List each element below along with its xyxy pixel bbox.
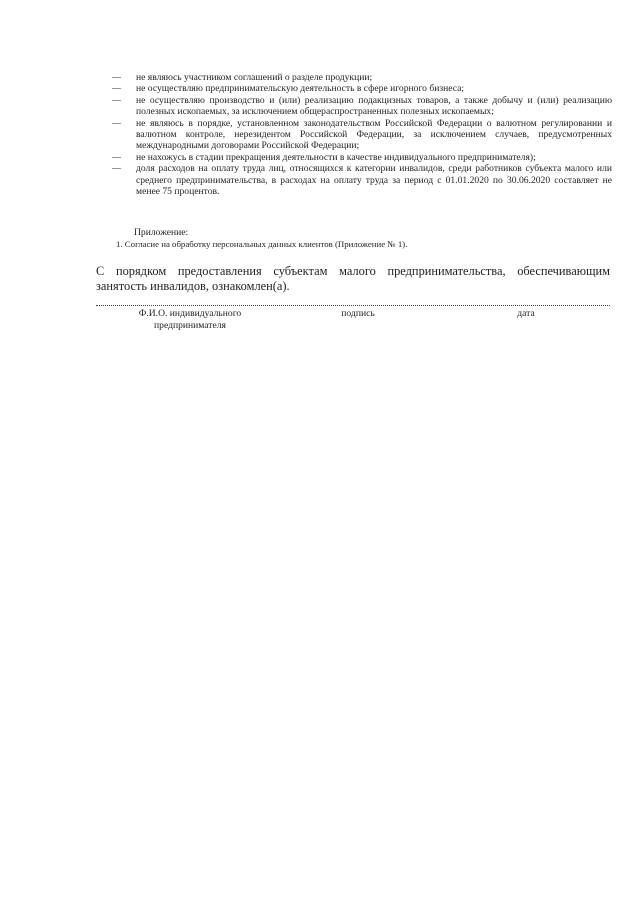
- dash-marker: —: [112, 94, 120, 105]
- signature-line: [96, 305, 610, 306]
- condition-text: не являюсь в порядке, установленном законодательством Российской Федерации о валютном регулировании и валютном контроле, нерезидентом Российской Федерации, за исключением случаев, предусмотренных международными договорами Российской Федерации;: [136, 117, 612, 152]
- condition-item: [112, 118, 612, 152]
- signature-label: подпись: [341, 308, 375, 319]
- condition-item: [112, 72, 612, 83]
- condition-item: [112, 83, 612, 94]
- dash-marker: —: [112, 72, 120, 82]
- appendix-item: 1. Согласие на обработку персональных данных клиентов (Приложение № 1).: [116, 239, 408, 249]
- name-label-line1: Ф.И.О. индивидуального: [138, 308, 242, 319]
- conditions-list: [112, 72, 612, 197]
- condition-item: [112, 95, 612, 118]
- dash-marker: —: [112, 117, 120, 128]
- condition-text: не являюсь участником соглашений о разделе продукции;: [136, 72, 373, 83]
- appendix-title: Приложение:: [134, 227, 189, 238]
- condition-text: не осуществляю предпринимательскую деятельность в сфере игорного бизнеса;: [136, 83, 465, 95]
- condition-text: доля расходов на оплату труда лиц, относящихся к категории инвалидов, среди работников субъекта малого или среднего предпринимательства, в расходах на оплату труда за период с 01.01.2020 по 30.06.2020 составляет не менее 75 процентов.: [136, 163, 612, 198]
- dash-marker: —: [112, 151, 120, 162]
- dash-marker: —: [112, 163, 120, 174]
- dash-marker: —: [112, 83, 120, 94]
- condition-item: [112, 163, 612, 197]
- condition-item: [112, 152, 612, 163]
- date-label: дата: [517, 308, 535, 319]
- entrepreneur-name-label: [100, 308, 280, 331]
- name-label-line2: предпринимателя: [154, 319, 226, 331]
- condition-text: не осуществляю производство и (или) реализацию подакцизных товаров, а также добычу и (или) реализацию полезных ископаемых, за исключением общераспространенных полезных ископаемых;: [136, 94, 612, 118]
- condition-text: не нахожусь в стадии прекращения деятельности в качестве индивидуального предпринимателя);: [136, 151, 536, 163]
- acknowledgement-text: С порядком предоставления субъектам малого предпринимательства, обеспечивающим занятость инвалидов, ознакомлен(а).: [96, 264, 610, 294]
